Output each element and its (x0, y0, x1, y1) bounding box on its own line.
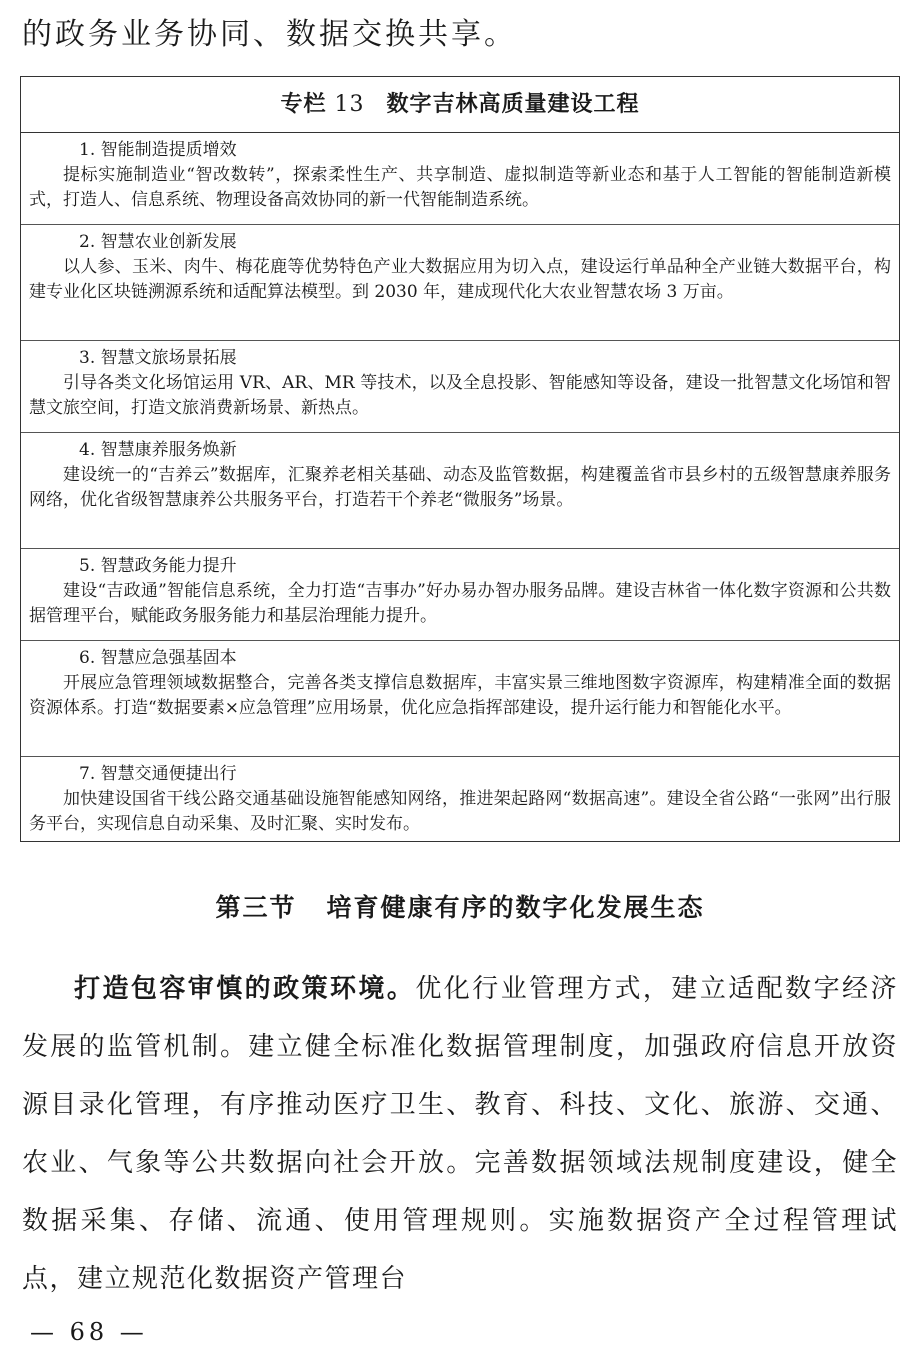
column-item-title: 2. 智慧农业创新发展 (79, 232, 237, 252)
column-item-title: 5. 智慧政务能力提升 (79, 556, 237, 576)
page-number: — 68 — (30, 1318, 148, 1346)
column-item (21, 225, 899, 341)
column-item (21, 549, 899, 641)
column-heading: 数字吉林高质量建设工程 (386, 92, 640, 117)
column-item-title: 6. 智慧应急强基固本 (79, 648, 237, 668)
column-box (20, 76, 900, 842)
column-item (21, 757, 899, 839)
column-item (21, 133, 899, 225)
continued-text-line: 的政务业务协同、数据交换共享。 (22, 17, 517, 52)
paragraph-text: 优化行业管理方式，建立适配数字经济发展的监管机制。建立健全标准化数据管理制度，加强政府信息开放资源目录化管理，有序推动医疗卫生、教育、科技、文化、旅游、交通、农业、气象等公共数据向社会开放。完善数据领域法规制度建设，健全数据采集、存储、流通、使用管理规则。实施数据资产全过程管理试点，建立规范化数据资产管理台 (22, 974, 898, 1294)
body-paragraph (22, 960, 898, 1308)
column-item (21, 433, 899, 549)
section-heading (0, 888, 920, 924)
column-item-title: 4. 智慧康养服务焕新 (79, 440, 237, 460)
column-item-body: 以人参、玉米、肉牛、梅花鹿等优势特色产业大数据应用为切入点，建设运行单品种全产业链大数据平台，构建专业化区块链溯源系统和适配算法模型。到 2030 年，建成现代化大农业智慧农场 3 万亩。 (29, 257, 891, 302)
column-item-title: 1. 智能制造提质增效 (79, 140, 237, 160)
column-title (21, 77, 899, 133)
section-number: 第三节 (215, 893, 297, 922)
column-item (21, 341, 899, 433)
column-item-body: 建设统一的“吉养云”数据库，汇聚养老相关基础、动态及监管数据，构建覆盖省市县乡村的五级智慧康养服务网络，优化省级智慧康养公共服务平台，打造若干个养老“微服务”场景。 (29, 465, 891, 510)
paragraph-lead: 打造包容审慎的政策环境。 (74, 974, 416, 1004)
section-title-text: 培育健康有序的数字化发展生态 (326, 893, 705, 922)
column-items (21, 133, 899, 839)
column-item-body: 加快建设国省干线公路交通基础设施智能感知网络，推进架起路网“数据高速”。建设全省公路“一张网”出行服务平台，实现信息自动采集、及时汇聚、实时发布。 (29, 789, 891, 834)
column-item-body: 引导各类文化场馆运用 VR、AR、MR 等技术，以及全息投影、智能感知等设备，建设一批智慧文化场馆和智慧文旅空间，打造文旅消费新场景、新热点。 (29, 373, 891, 418)
column-item (21, 641, 899, 757)
column-item-title: 3. 智慧文旅场景拓展 (79, 348, 237, 368)
column-number: 13 (334, 92, 365, 117)
column-item-body: 提标实施制造业“智改数转”，探索柔性生产、共享制造、虚拟制造等新业态和基于人工智能的智能制造新模式，打造人、信息系统、物理设备高效协同的新一代智能制造系统。 (29, 165, 891, 210)
column-item-body: 建设“吉政通”智能信息系统，全力打造“吉事办”好办易办智办服务品牌。建设吉林省一体化数字资源和公共数据管理平台，赋能政务服务能力和基层治理能力提升。 (29, 581, 891, 626)
column-item-title: 7. 智慧交通便捷出行 (79, 764, 237, 784)
column-item-body: 开展应急管理领域数据整合，完善各类支撑信息数据库，丰富实景三维地图数字资源库，构建精准全面的数据资源体系。打造“数据要素×应急管理”应用场景，优化应急指挥部建设，提升运行能力和智能化水平。 (29, 673, 891, 718)
column-label: 专栏 (280, 92, 327, 117)
